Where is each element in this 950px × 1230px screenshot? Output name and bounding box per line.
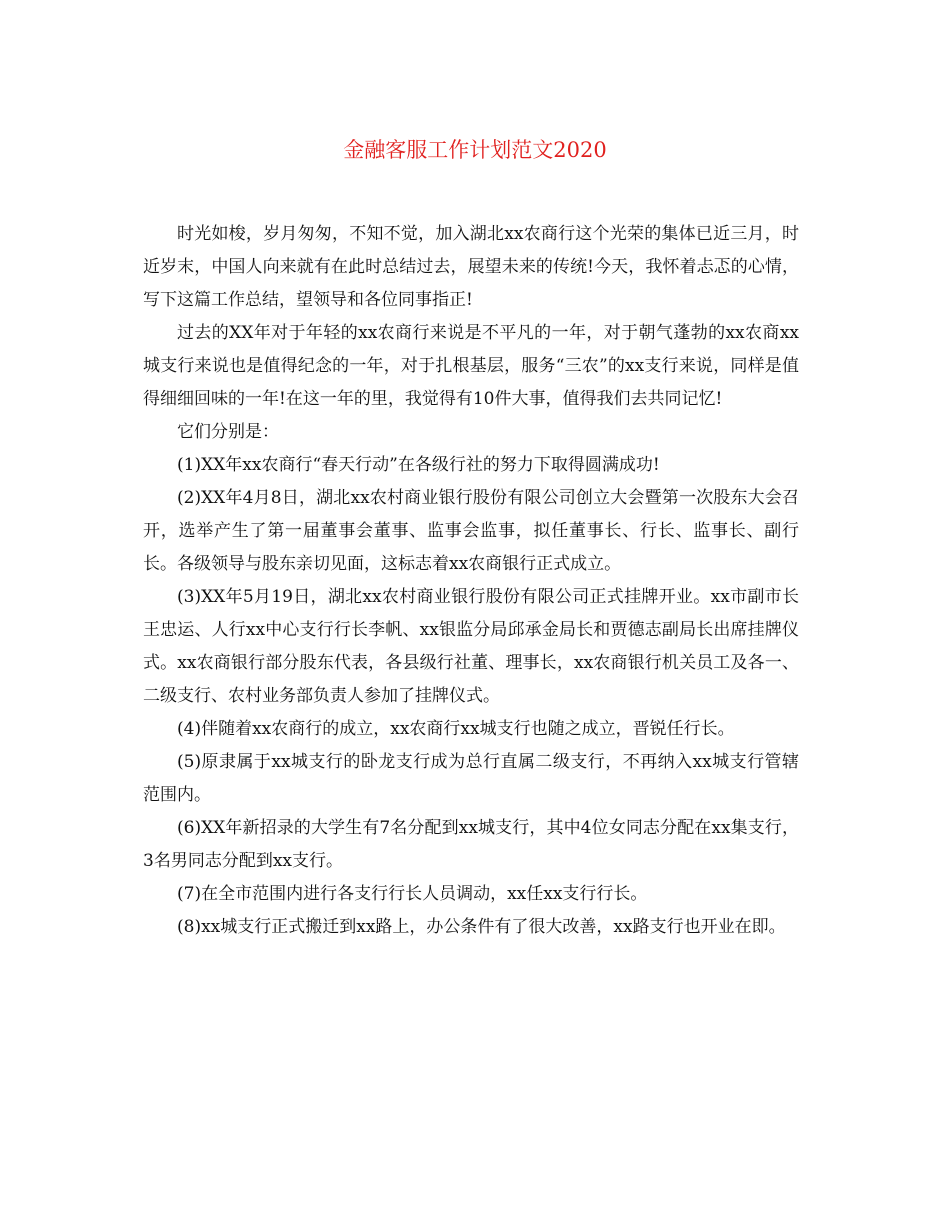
paragraph-intro: 时光如梭，岁月匆匆，不知不觉，加入湖北xx农商行这个光荣的集体已近三月，时近岁末，中国人向来就有在此时总结过去，展望未来的传统!今天，我怀着忐忑的心情，写下这篇工作总结，望领导和各位同事指正! xyxy=(143,224,799,310)
document-body xyxy=(143,218,799,944)
list-item-6: (6)XX年新招录的大学生有7名分配到xx城支行，其中4位女同志分配在xx集支行，3名男同志分配到xx支行。 xyxy=(143,818,799,871)
list-item-5: (5)原隶属于xx城支行的卧龙支行成为总行直属二级支行，不再纳入xx城支行管辖范围内。 xyxy=(143,752,799,805)
list-item-2: (2)XX年4月8日，湖北xx农村商业银行股份有限公司创立大会暨第一次股东大会召开，选举产生了第一届董事会董事、监事会监事，拟任董事长、行长、监事长、副行长。各级领导与股东亲切见面，这标志着xx农商银行正式成立。 xyxy=(143,488,799,574)
list-item-8: (8)xx城支行正式搬迁到xx路上，办公条件有了很大改善，xx路支行也开业在即。 xyxy=(177,917,786,937)
list-item-7: (7)在全市范围内进行各支行行长人员调动，xx任xx支行行长。 xyxy=(177,884,648,904)
list-item-4: (4)伴随着xx农商行的成立，xx农商行xx城支行也随之成立，晋锐任行长。 xyxy=(177,719,735,739)
paragraph-list-intro: 它们分别是： xyxy=(177,422,279,442)
list-item-3: (3)XX年5月19日，湖北xx农村商业银行股份有限公司正式挂牌开业。xx市副市长王忠运、人行xx中心支行行长李帆、xx银监分局邱承金局长和贾德志副局长出席挂牌仪式。xx农商银行部分股东代表，各县级行社董、理事长，xx农商银行机关员工及各一、二级支行、农村业务部负责人参加了挂牌仪式。 xyxy=(143,587,799,706)
page-title: 金融客服工作计划范文2020 xyxy=(343,138,607,162)
list-item-1: (1)XX年xx农商行“春天行动”在各级行社的努力下取得圆满成功! xyxy=(177,455,660,475)
paragraph-review: 过去的XX年对于年轻的xx农商行来说是不平凡的一年，对于朝气蓬勃的xx农商xx城支行来说也是值得纪念的一年，对于扎根基层，服务“三农”的xx支行来说，同样是值得细细回味的一年!在这一年的里，我觉得有10件大事，值得我们去共同记忆! xyxy=(143,323,799,409)
